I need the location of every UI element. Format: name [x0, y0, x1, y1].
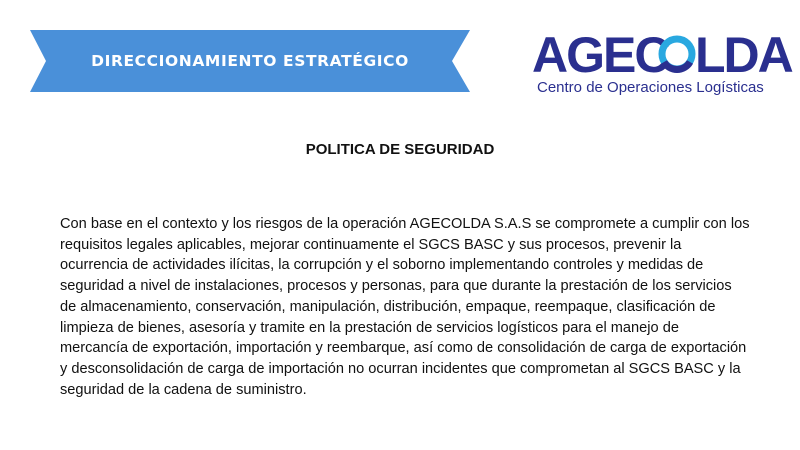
- logo-suffix: LDA: [695, 27, 792, 83]
- logo-wordmark: [532, 27, 792, 86]
- section-banner: [30, 30, 470, 92]
- logo-prefix: AGEC: [532, 27, 669, 83]
- policy-paragraph: Con base en el contexto y los riesgos de la operación AGECOLDA S.A.S se compromete a cumplir con los requisitos legales aplicables, mejorar continuamente el SGCS BASC y sus procesos, prevenir la ocurrencia de actividades ilícitas, la corrupción y el soborno implementando controles y medidas de seguridad a nivel de instalaciones, procesos y personas, para que durante la prestación de los servicios de almacenamiento, conservación, manipulación, distribución, empaque, reempaque, clasificación de limpieza de bienes, asesoría y tramite en la prestación de servicios logísticos para el manejo de mercancía de exportación, importación y reembarque, así como de consolidación de carga de exportación y desconsolidación de carga de importación no ocurran incidentes que comprometan al SGCS BASC y la seguridad de la cadena de suministro.: [60, 216, 750, 398]
- agecolda-logo: [532, 27, 792, 100]
- banner-label: DIRECCIONAMIENTO ESTRATÉGICO: [91, 52, 409, 70]
- page-title: POLITICA DE SEGURIDAD: [305, 141, 495, 158]
- logo-subtitle: Centro de Operaciones Logísticas: [537, 79, 764, 96]
